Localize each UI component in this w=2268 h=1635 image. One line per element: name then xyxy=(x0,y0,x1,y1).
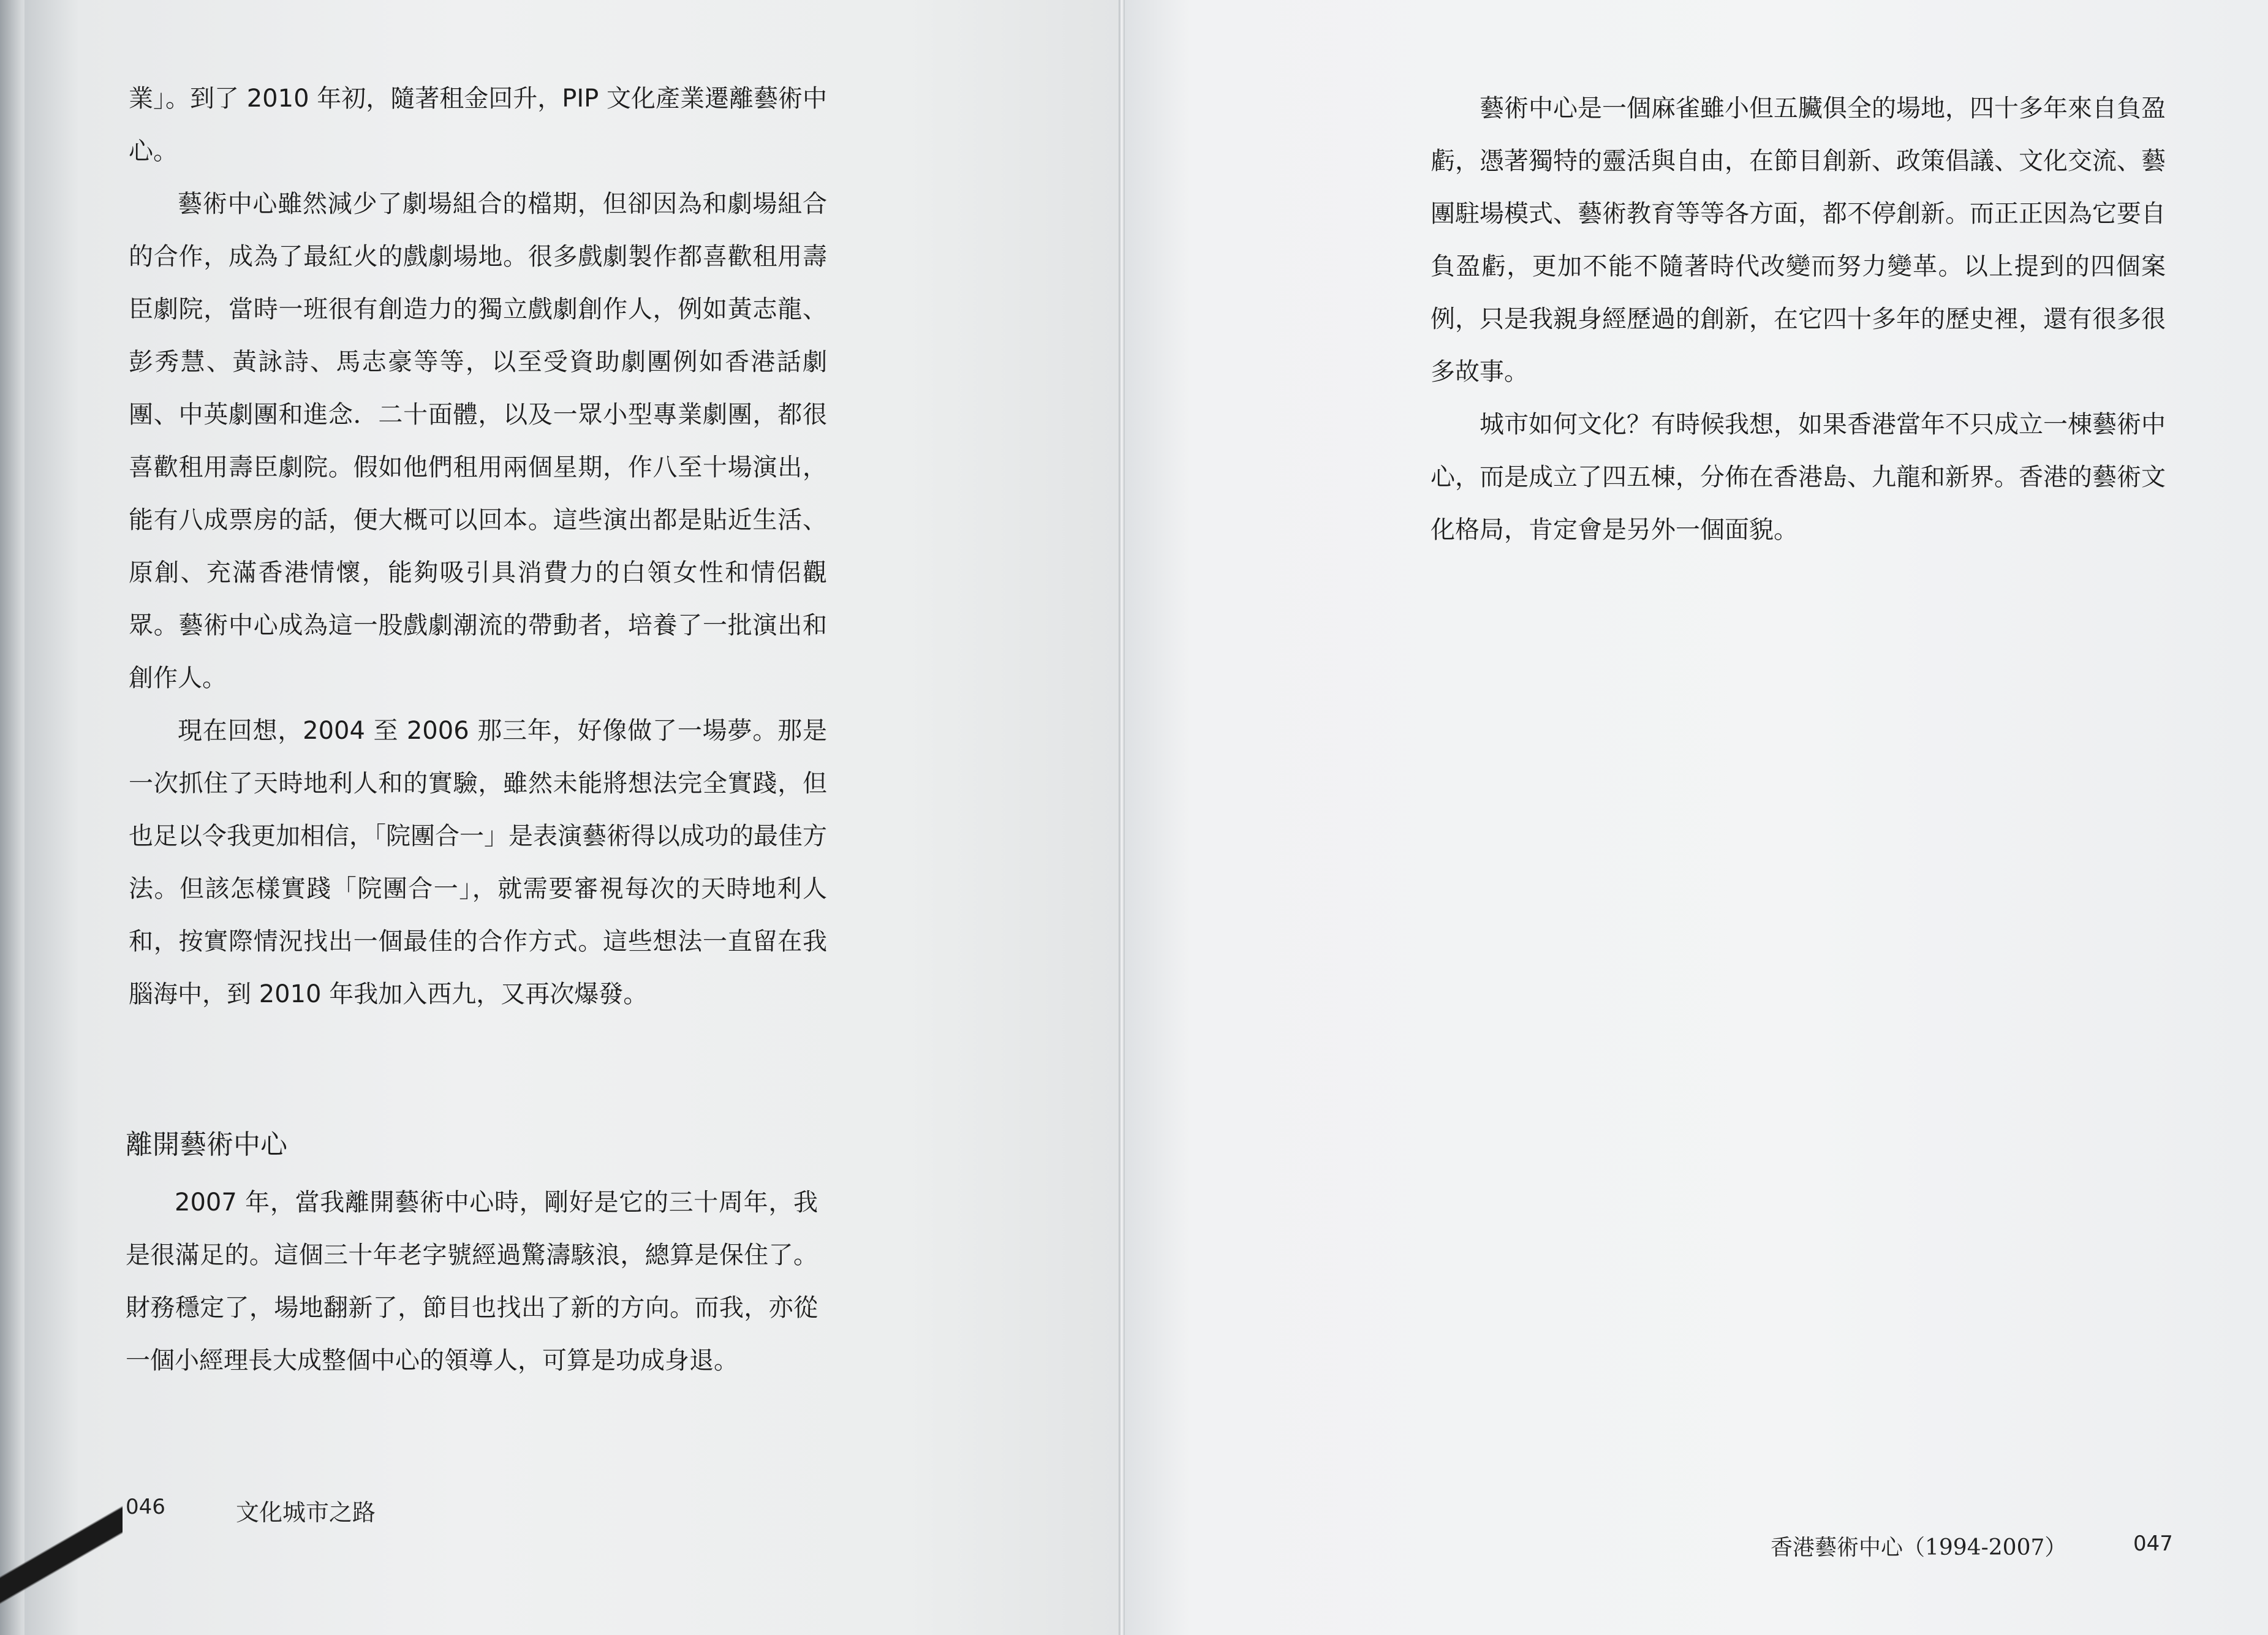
running-title: 文化城市之路 xyxy=(236,1499,376,1526)
book-spine xyxy=(1119,0,1125,1635)
left-page-body xyxy=(129,72,827,1021)
page-number: 047 xyxy=(2133,1531,2173,1556)
paragraph: 城市如何文化？有時候我想，如果香港當年不只成立一棟藝術中心，而是成立了四五棟，分佈在香港島、九龍和新界。香港的藝術文化格局，肯定會是另外一個面貌。 xyxy=(1431,410,2166,544)
paragraph: 藝術中心是一個麻雀雖小但五臟俱全的場地，四十多年來自負盈虧，憑著獨特的靈活與自由，在節目創新、政策倡議、文化交流、藝團駐場模式、藝術教育等等各方面，都不停創新。而正正因為它要自負盈虧，更加不能不隨著時代改變而努力變革。以上提到的四個案例，只是我親身經歷過的創新，在它四十多年的歷史裡，還有很多很多故事。 xyxy=(1431,94,2166,386)
paragraph: 2007 年，當我離開藝術中心時，剛好是它的三十周年，我是很滿足的。這個三十年老字號經過驚濤駭浪，總算是保住了。財務穩定了，場地翻新了，節目也找出了新的方向。而我，亦從一個小經理長大成整個中心的領導人，可算是功成身退。 xyxy=(126,1188,818,1375)
right-page-body xyxy=(1431,82,2166,556)
left-page-section-body xyxy=(126,1176,818,1387)
paragraph: 藝術中心雖然減少了劇場組合的檔期，但卻因為和劇場組合的合作，成為了最紅火的戲劇場地。很多戲劇製作都喜歡租用壽臣劇院，當時一班很有創造力的獨立戲劇創作人，例如黃志龍、彭秀慧、黃詠詩、馬志豪等等，以至受資助劇團例如香港話劇團、中英劇團和進念．二十面體，以及一眾小型專業劇團，都很喜歡租用壽臣劇院。假如他們租用兩個星期，作八至十場演出，能有八成票房的話，便大概可以回本。這些演出都是貼近生活、原創、充滿香港情懷，能夠吸引具消費力的白領女性和情侶觀眾。藝術中心成為這一股戲劇潮流的帶動者，培養了一批演出和創作人。 xyxy=(129,190,827,692)
section-heading: 離開藝術中心 xyxy=(126,1129,287,1160)
cover-corner xyxy=(0,1470,123,1635)
paragraph: 業」。到了 2010 年初，隨著租金回升，PIP 文化產業遷離藝術中心。 xyxy=(129,85,827,165)
page-number: 046 xyxy=(126,1495,165,1519)
paragraph: 現在回想，2004 至 2006 那三年，好像做了一場夢。那是一次抓住了天時地利人和的實驗，雖然未能將想法完全實踐，但也足以令我更加相信，「院團合一」是表演藝術得以成功的最佳方法。但該怎樣實踐「院團合一」，就需要審視每次的天時地利人和，按實際情況找出一個最佳的合作方式。這些想法一直留在我腦海中，到 2010 年我加入西九，又再次爆發。 xyxy=(129,717,827,1008)
running-title: 香港藝術中心（1994-2007） xyxy=(1771,1535,2067,1560)
